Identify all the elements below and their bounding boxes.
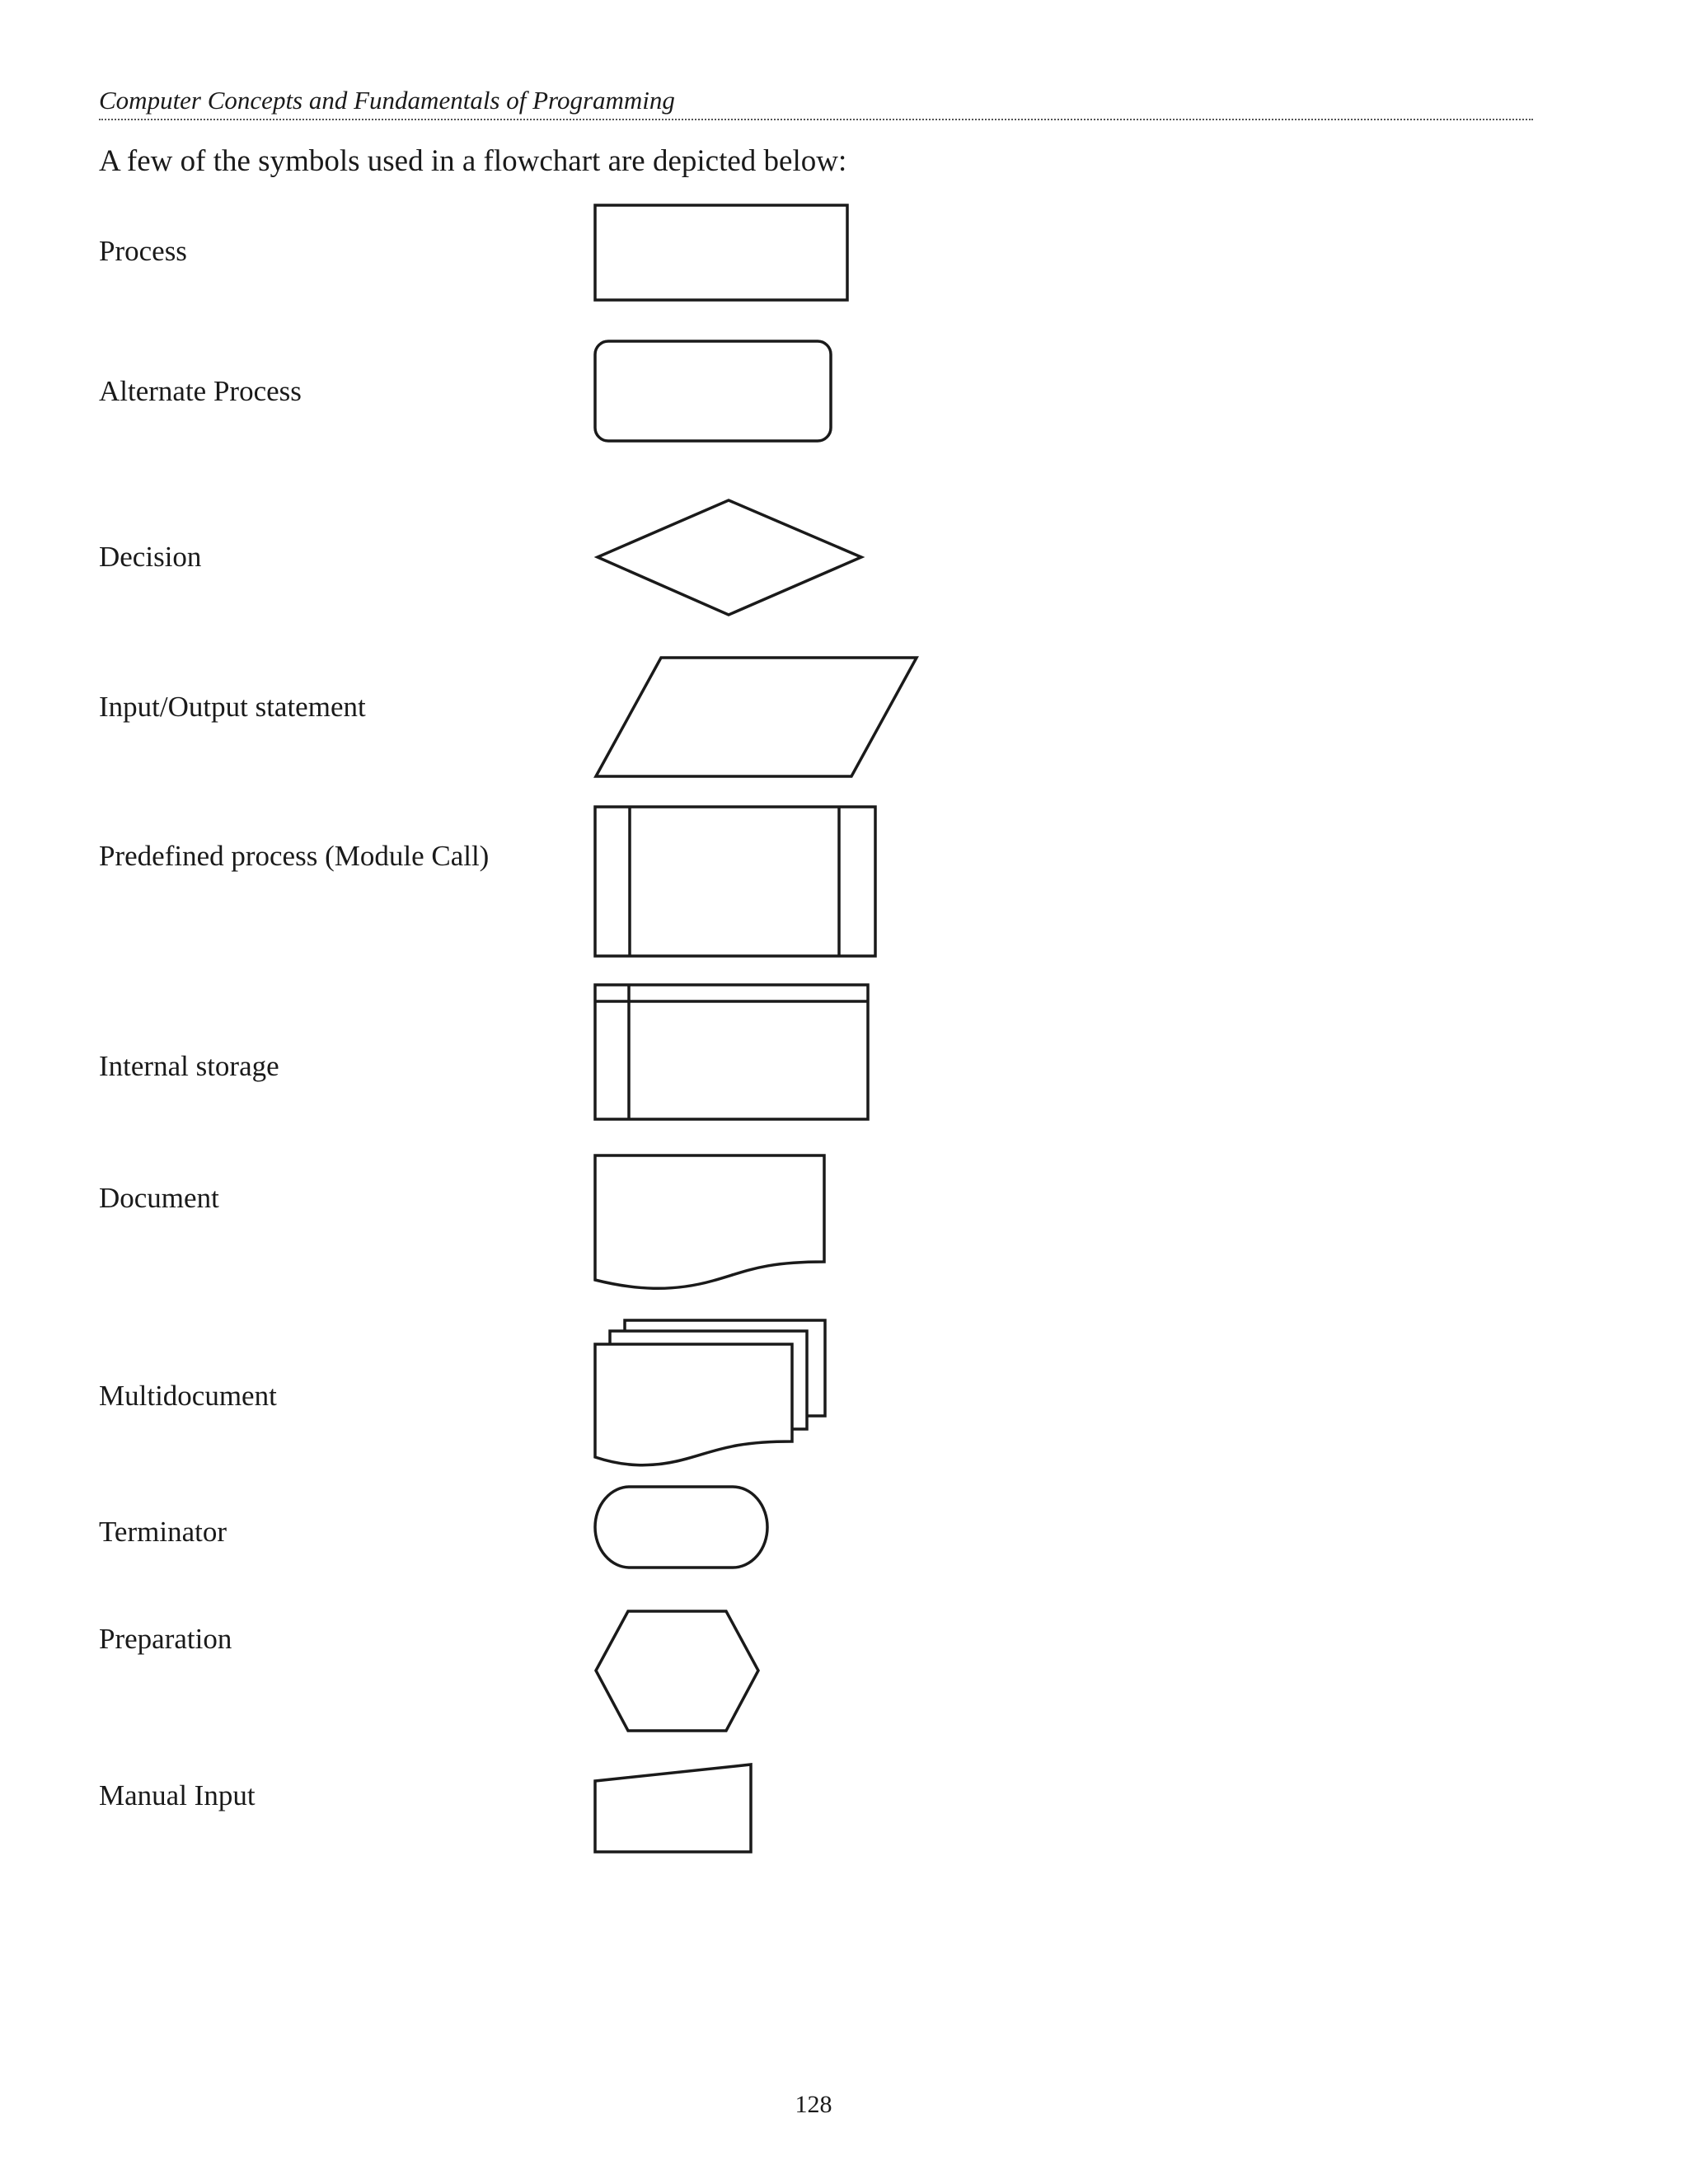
symbol-label-decision: Decision xyxy=(99,541,202,573)
multidocument-icon xyxy=(593,1319,829,1467)
symbol-label-multidocument: Multidocument xyxy=(99,1380,277,1412)
symbol-label-document: Document xyxy=(99,1182,219,1214)
diamond-icon xyxy=(593,497,865,617)
manual-input-icon xyxy=(593,1763,753,1855)
internal-storage-icon xyxy=(593,983,870,1122)
symbol-label-process: Process xyxy=(99,235,187,267)
running-header: Computer Concepts and Fundamentals of Programming xyxy=(99,82,1533,120)
document-icon xyxy=(593,1154,828,1291)
symbol-label-internal-storage: Internal storage xyxy=(99,1050,279,1082)
symbol-label-input-output: Input/Output statement xyxy=(99,691,366,723)
parallelogram-icon xyxy=(593,655,920,779)
page-number: 128 xyxy=(795,2091,832,2118)
symbol-label-terminator: Terminator xyxy=(99,1516,227,1548)
symbol-label-predefined-process: Predefined process (Module Call) xyxy=(99,840,490,872)
symbol-label-preparation: Preparation xyxy=(99,1623,232,1655)
symbol-label-manual-input: Manual Input xyxy=(99,1779,256,1811)
terminator-icon xyxy=(593,1485,770,1571)
predefined-process-icon xyxy=(593,805,879,958)
hexagon-icon xyxy=(593,1609,762,1734)
symbol-label-alternate-process: Alternate Process xyxy=(99,375,302,407)
rounded-rectangle-icon xyxy=(593,340,832,443)
intro-text: A few of the symbols used in a flowchart are depicted below: xyxy=(99,144,847,178)
process-rectangle-icon xyxy=(593,204,849,302)
